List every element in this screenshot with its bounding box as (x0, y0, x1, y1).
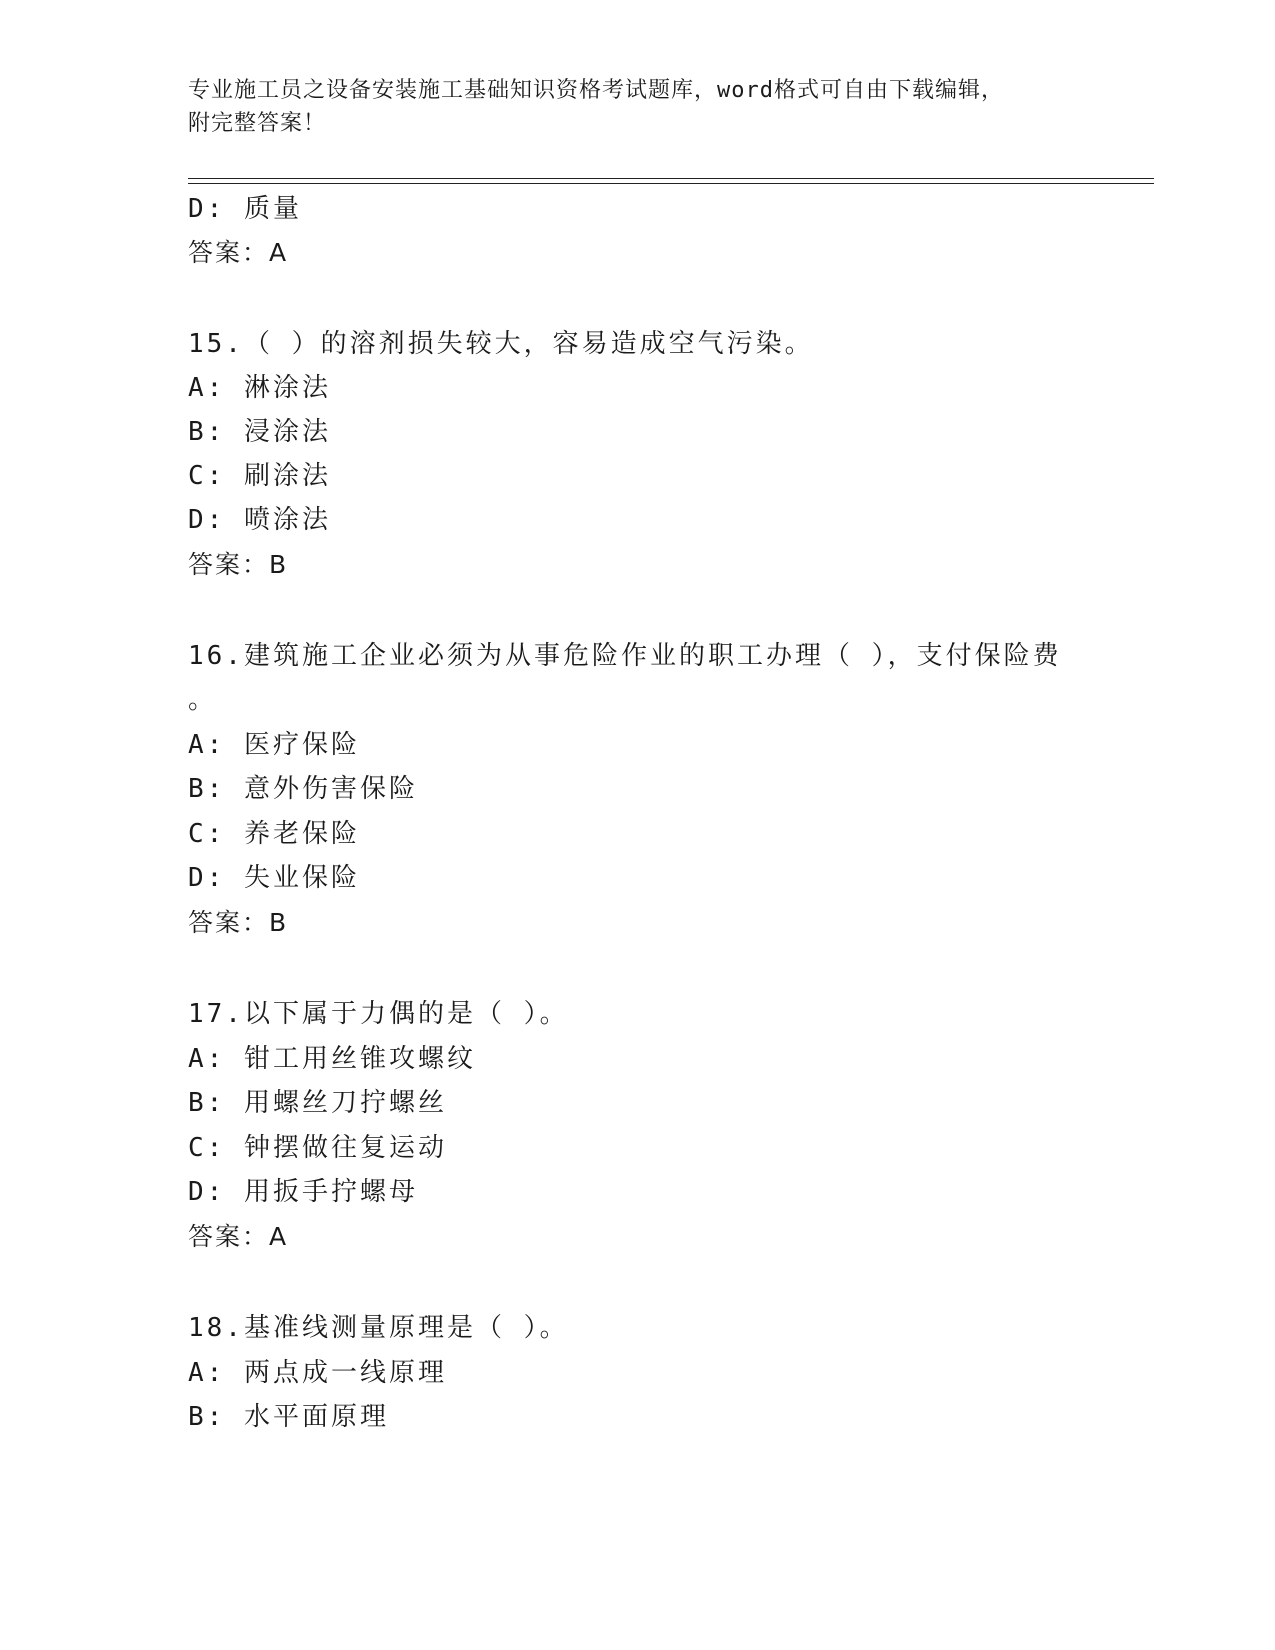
q18-option-a: A: 两点成一线原理 (188, 1358, 447, 1388)
q16-stem-continuation: 。 (188, 685, 218, 715)
q15-option-d: D: 喷涂法 (188, 505, 331, 535)
header-divider-top (188, 178, 1154, 179)
q18-stem: 18.基准线测量原理是（ ）。 (188, 1313, 569, 1343)
header-line-1: 专业施工员之设备安装施工基础知识资格考试题库，word格式可自由下载编辑， (188, 78, 1004, 103)
q17-stem: 17.以下属于力偶的是（ ）。 (188, 999, 569, 1029)
prev-option-d: D: 质量 (188, 194, 302, 224)
header-divider-bottom (188, 183, 1154, 184)
q15-option-b: B: 浸涂法 (188, 417, 331, 447)
prev-answer: 答案：A (188, 238, 289, 267)
q17-option-b: B: 用螺丝刀拧螺丝 (188, 1088, 447, 1118)
q17-option-a: A: 钳工用丝锥攻螺纹 (188, 1044, 476, 1074)
header-line-2: 附完整答案！ (188, 111, 327, 136)
q16-option-b: B: 意外伤害保险 (188, 774, 418, 804)
q17-option-d: D: 用扳手拧螺母 (188, 1177, 418, 1207)
q18-option-b: B: 水平面原理 (188, 1402, 389, 1432)
q17-answer: 答案：A (188, 1222, 289, 1251)
q17-option-c: C: 钟摆做往复运动 (188, 1133, 447, 1163)
document-header (188, 74, 1088, 140)
q16-answer: 答案：B (188, 908, 289, 937)
q16-stem: 16.建筑施工企业必须为从事危险作业的职工办理（ ），支付保险费 (188, 641, 1062, 671)
q15-option-a: A: 淋涂法 (188, 373, 331, 403)
q15-answer: 答案：B (188, 550, 289, 579)
q15-option-c: C: 刷涂法 (188, 461, 331, 491)
q16-option-c: C: 养老保险 (188, 819, 360, 849)
q15-stem: 15.（ ）的溶剂损失较大，容易造成空气污染。 (188, 329, 814, 359)
q16-option-d: D: 失业保险 (188, 863, 360, 893)
q16-option-a: A: 医疗保险 (188, 730, 360, 760)
